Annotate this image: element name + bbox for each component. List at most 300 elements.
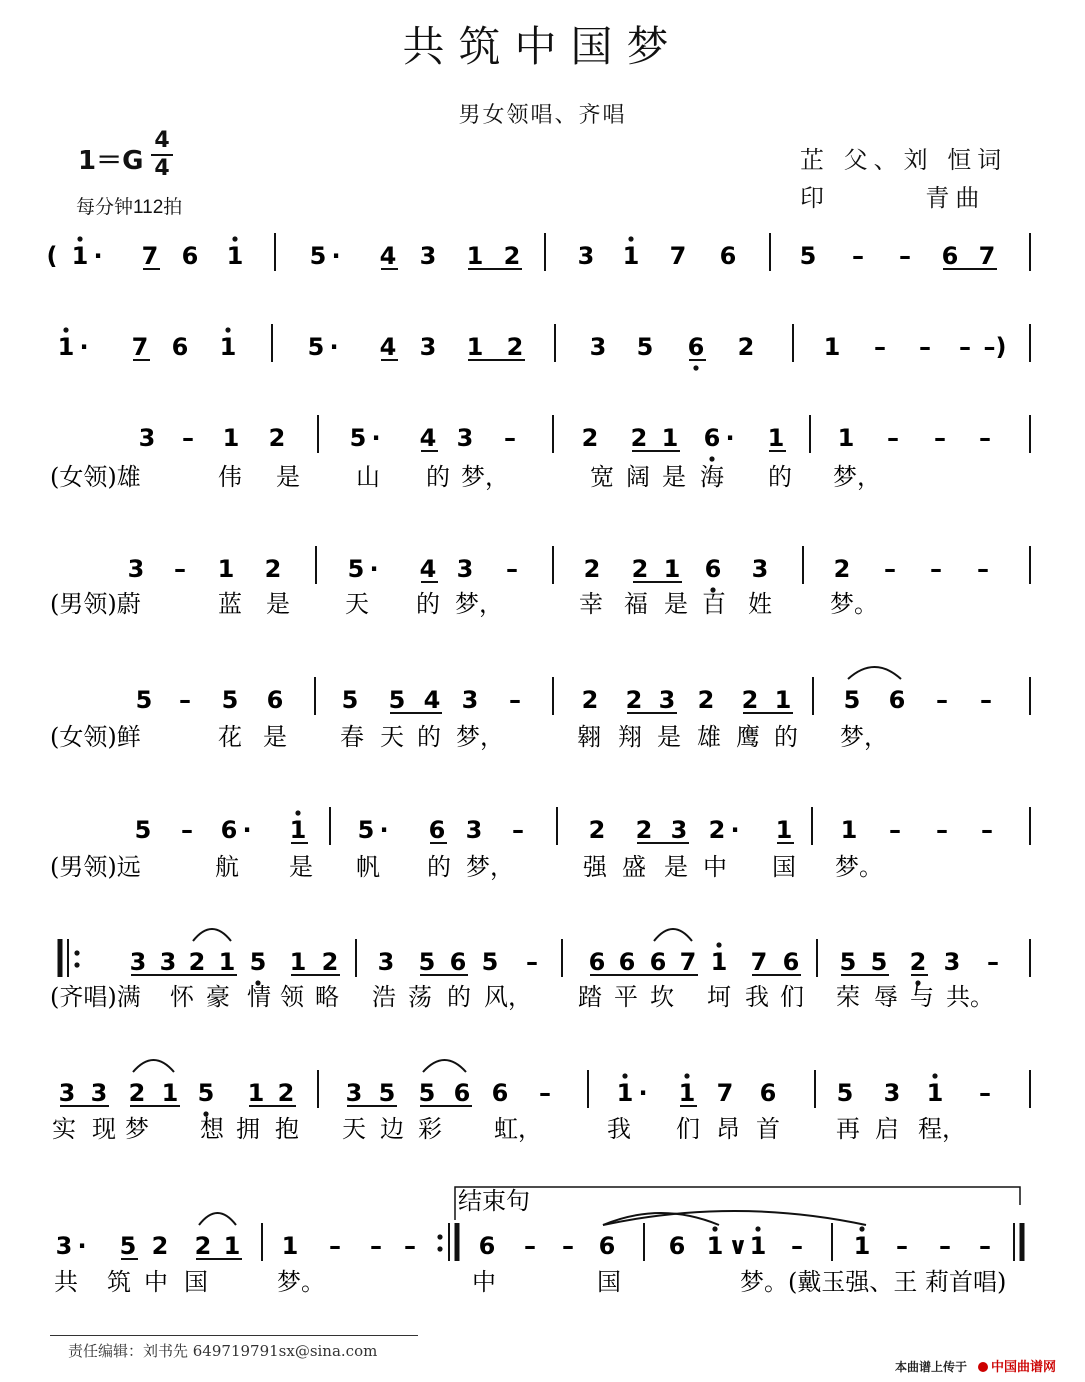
note: 2 [581, 424, 599, 452]
lyric-word: 是 [664, 853, 688, 881]
note: 5 [870, 948, 888, 976]
lyric-word: 梦， [455, 590, 503, 618]
lyric-word: 风， [484, 983, 532, 1011]
lyric-word: 虹， [494, 1115, 542, 1143]
note: · [329, 333, 339, 361]
lyric-word: 的 [426, 463, 450, 491]
note: 2 [631, 555, 649, 583]
lyric-word: 平 [614, 983, 638, 1011]
note: 1 [222, 424, 240, 452]
note: 2 [588, 816, 606, 844]
note: 6 [266, 686, 284, 714]
lyric-word: 的 [774, 723, 798, 751]
lyric-word: 梦， [456, 723, 504, 751]
note: 6 [703, 424, 721, 452]
note: – [899, 242, 911, 270]
note: – [329, 1232, 341, 1260]
note: 3 [129, 948, 147, 976]
lyric-word: 阔 [626, 463, 650, 491]
site-logo-icon [978, 1362, 988, 1372]
note: 2 [503, 242, 521, 270]
tie-arc [603, 1211, 866, 1225]
note: 6 [704, 555, 722, 583]
note: 5 [481, 948, 499, 976]
repeat-dot [74, 962, 79, 967]
note: 5 [418, 1079, 436, 1107]
note: – [181, 816, 193, 844]
note: 5 [836, 1079, 854, 1107]
lyric-word: 梦， [840, 723, 888, 751]
lyric-word: 航 [215, 853, 239, 881]
note: – [919, 333, 931, 361]
note: 6 [453, 1079, 471, 1107]
lyric-word: 幸 [579, 590, 603, 618]
note: 6 [888, 686, 906, 714]
note: 3 [419, 242, 437, 270]
note: · [730, 816, 740, 844]
note: 1 [616, 1079, 634, 1107]
note: 1 [749, 1232, 767, 1260]
note: 7 [679, 948, 697, 976]
note: 1 [926, 1079, 944, 1107]
note: – [889, 816, 901, 844]
note: 5 [378, 1079, 396, 1107]
octave-dot-high [859, 1226, 864, 1231]
note: – [539, 1079, 551, 1107]
note: 1 [678, 1079, 696, 1107]
octave-dot-high [684, 1073, 689, 1078]
lyric-word: 春 [340, 723, 364, 751]
note: 1 [706, 1232, 724, 1260]
note: 2 [151, 1232, 169, 1260]
note: 1 [837, 424, 855, 452]
note: 4 [379, 242, 397, 270]
note: 6 [941, 242, 959, 270]
lyric-word: 坷 [707, 983, 731, 1011]
note: 5 [307, 333, 325, 361]
note: 7 [141, 242, 159, 270]
note: 1 [663, 555, 681, 583]
lyric-word: 伟 [218, 463, 242, 491]
note: 1 [774, 686, 792, 714]
lyric-word: 天 [380, 723, 404, 751]
lyric-word: 筑 [107, 1268, 131, 1296]
note: 6 [588, 948, 606, 976]
note: 1 [622, 242, 640, 270]
note: 3 [377, 948, 395, 976]
tie-arc [654, 929, 692, 941]
octave-dot-high [932, 1073, 937, 1078]
note: 1 [767, 424, 785, 452]
note: 2 [581, 686, 599, 714]
lyric-word: 福 [624, 590, 648, 618]
note: 1 [217, 555, 235, 583]
lyric-word: 的 [417, 723, 441, 751]
note: 3 [159, 948, 177, 976]
octave-dot-high [622, 1073, 627, 1078]
note: – [526, 948, 538, 976]
lyric-word: (女领)雄 [50, 463, 141, 491]
note: – [936, 686, 948, 714]
note: – [887, 424, 899, 452]
lyric-word: 国 [597, 1268, 621, 1296]
lyric-word: 与 [910, 983, 934, 1011]
note: 3 [658, 686, 676, 714]
octave-dot-low [693, 365, 698, 370]
ending-label: 结束句 [458, 1187, 530, 1215]
note: 6 [171, 333, 189, 361]
note: 2 [583, 555, 601, 583]
note: 6 [649, 948, 667, 976]
lyric-word: 天 [342, 1115, 366, 1143]
note: 2 [188, 948, 206, 976]
lyric-word: 豪 [206, 983, 230, 1011]
note: 6 [220, 816, 238, 844]
note: 5 [119, 1232, 137, 1260]
repeat-dot [437, 1246, 442, 1251]
lyric-word: 国 [184, 1268, 208, 1296]
note: – [981, 816, 993, 844]
note: 5 [197, 1079, 215, 1107]
note: 6 [618, 948, 636, 976]
lyric-word: 中 [472, 1268, 496, 1296]
site-logo[interactable] [978, 1356, 1056, 1375]
note: 1 [823, 333, 841, 361]
octave-dot-high [716, 942, 721, 947]
note: – [884, 555, 896, 583]
note: · [371, 424, 381, 452]
note: 5 [221, 686, 239, 714]
note: – [959, 333, 971, 361]
tie-arc [848, 667, 901, 679]
note: 2 [909, 948, 927, 976]
lyric-word: 梦， [833, 463, 881, 491]
lyric-word: 启 [875, 1115, 899, 1143]
lyric-word: 拥 [236, 1115, 260, 1143]
note: 5 [418, 948, 436, 976]
lyric-word: 梦。(戴玉强、王 莉首唱) [740, 1268, 1007, 1296]
lyric-word: 国 [772, 853, 796, 881]
repeat-dot [74, 950, 79, 955]
note: 3 [577, 242, 595, 270]
lyric-word: 的 [416, 590, 440, 618]
lyric-word: 蓝 [218, 590, 242, 618]
note: 6 [598, 1232, 616, 1260]
note: · [79, 333, 89, 361]
note: 6 [491, 1079, 509, 1107]
lyric-word: 是 [263, 723, 287, 751]
note: 7 [750, 948, 768, 976]
lyric-word: 现 [92, 1115, 116, 1143]
lyric-word: (男领)远 [50, 853, 141, 881]
note: 1 [661, 424, 679, 452]
note: 7 [669, 242, 687, 270]
note: 6 [428, 816, 446, 844]
lyric-word: 是 [266, 590, 290, 618]
note: · [369, 555, 379, 583]
lyric-word: 梦， [461, 463, 509, 491]
note: 6 [668, 1232, 686, 1260]
ending-bracket [455, 1187, 1020, 1220]
octave-dot-high [712, 1226, 717, 1231]
note: 5 [839, 948, 857, 976]
lyric-word: 实 [52, 1115, 76, 1143]
note: 3 [55, 1232, 73, 1260]
note: 2 [708, 816, 726, 844]
repeat-dot [437, 1234, 442, 1239]
note: 6 [181, 242, 199, 270]
lyric-word: 花 [218, 723, 242, 751]
lyric-word: 浩 [372, 983, 396, 1011]
editor-credit: 责任编辑：刘书先 649719791sx@sina.com [68, 1342, 378, 1360]
note: 3 [127, 555, 145, 583]
note: · [331, 242, 341, 270]
composer-credit: 印 青曲 [800, 184, 986, 212]
note: 4 [379, 333, 397, 361]
note: 3 [883, 1079, 901, 1107]
note: – [182, 424, 194, 452]
note: 1 [219, 333, 237, 361]
note: 2 [321, 948, 339, 976]
note: 5 [388, 686, 406, 714]
lyricist-credit: 芷 父、刘 恒词 [800, 146, 1008, 174]
note: 5 [309, 242, 327, 270]
note: 1 [247, 1079, 265, 1107]
note: 1 [840, 816, 858, 844]
octave-dot-high [225, 327, 230, 332]
note: 5 [135, 686, 153, 714]
lyric-word: 梦 [125, 1115, 149, 1143]
note: 1 [710, 948, 728, 976]
lyric-word: 中 [703, 853, 727, 881]
note: 2 [264, 555, 282, 583]
note: 5 [341, 686, 359, 714]
note: – [791, 1232, 803, 1260]
lyric-word: 山 [356, 463, 380, 491]
note: – [504, 424, 516, 452]
note: 1 [853, 1232, 871, 1260]
note: 4 [419, 424, 437, 452]
note: –) [983, 333, 1007, 361]
note: 6 [782, 948, 800, 976]
note: 2 [741, 686, 759, 714]
note: 3 [751, 555, 769, 583]
lyric-word: 共。 [946, 983, 994, 1011]
note: – [512, 816, 524, 844]
note: 2 [833, 555, 851, 583]
note: 2 [277, 1079, 295, 1107]
note: 6 [449, 948, 467, 976]
time-signature-top: 4 [154, 128, 170, 153]
lyric-word: 翔 [618, 723, 642, 751]
lyric-word: 梦。 [835, 853, 883, 881]
lyric-word: 雄 [697, 723, 721, 751]
note: – [896, 1232, 908, 1260]
lyric-word: 抱 [275, 1115, 299, 1143]
lyric-word: (男领)蔚 [50, 590, 141, 618]
lyric-word: 梦。 [830, 590, 878, 618]
note: 4 [423, 686, 441, 714]
note: 3 [90, 1079, 108, 1107]
note: 5 [357, 816, 375, 844]
note: 7 [978, 242, 996, 270]
lyric-word: 我 [607, 1115, 631, 1143]
octave-dot-high [628, 236, 633, 241]
lyric-word: 彩 [418, 1115, 442, 1143]
note: 2 [635, 816, 653, 844]
note: 5 [347, 555, 365, 583]
tie-arc [193, 929, 231, 941]
lyric-word: 共 [54, 1268, 78, 1296]
note: 6 [687, 333, 705, 361]
note: 2 [506, 333, 524, 361]
lyric-word: 我 [745, 983, 769, 1011]
note: · [379, 816, 389, 844]
lyric-word: (女领)鲜 [50, 723, 141, 751]
lyric-word: 荣 [836, 983, 860, 1011]
time-signature-bottom: 4 [154, 156, 170, 181]
lyric-word: 宽 [590, 463, 614, 491]
tie-arc [133, 1060, 174, 1072]
upload-note: 本曲谱上传于 [895, 1360, 968, 1374]
song-subtitle: 男女领唱、齐唱 [458, 103, 627, 128]
lyric-word: 怀 [170, 983, 194, 1011]
note: · [93, 242, 103, 270]
note: 5 [636, 333, 654, 361]
lyric-word: 百 [702, 590, 726, 618]
note: – [874, 333, 886, 361]
note: 6 [719, 242, 737, 270]
lyric-word: 领 [280, 983, 304, 1011]
note: 1 [281, 1232, 299, 1260]
note: – [562, 1232, 574, 1260]
lyric-word: 想 [200, 1115, 224, 1143]
note: – [977, 555, 989, 583]
lyric-word: 梦， [466, 853, 514, 881]
lyric-word: 荡 [408, 983, 432, 1011]
site-name: 中国曲谱网 [991, 1359, 1057, 1374]
note: 2 [630, 424, 648, 452]
note: 5 [799, 242, 817, 270]
lyric-word: 强 [583, 853, 607, 881]
note: 1 [57, 333, 75, 361]
octave-dot-high [295, 810, 300, 815]
note: 1 [466, 242, 484, 270]
note: 2 [128, 1079, 146, 1107]
lyric-word: 们 [676, 1115, 700, 1143]
note: – [174, 555, 186, 583]
note: – [936, 816, 948, 844]
lyric-word: 昂 [716, 1115, 740, 1143]
lyric-word: 是 [276, 463, 300, 491]
lyric-word: 是 [289, 853, 313, 881]
note: 5 [249, 948, 267, 976]
note: 3 [345, 1079, 363, 1107]
note: – [179, 686, 191, 714]
note: ∨ [728, 1232, 748, 1260]
note: – [370, 1232, 382, 1260]
note: – [404, 1232, 416, 1260]
note: 3 [943, 948, 961, 976]
note: · [77, 1232, 87, 1260]
lyric-word: 梦。 [277, 1268, 325, 1296]
note: ( [46, 242, 58, 270]
note: 1 [71, 242, 89, 270]
note: 2 [697, 686, 715, 714]
note: 1 [289, 948, 307, 976]
footer-rule [50, 1335, 418, 1336]
note: 3 [465, 816, 483, 844]
lyric-word: 姓 [748, 590, 772, 618]
note: – [934, 424, 946, 452]
lyric-word: 踏 [578, 983, 602, 1011]
tie-arc [199, 1213, 236, 1225]
note: 2 [737, 333, 755, 361]
lyric-word: 辱 [874, 983, 898, 1011]
note: 1 [161, 1079, 179, 1107]
lyric-word: 海 [700, 463, 724, 491]
note: 3 [419, 333, 437, 361]
octave-dot-high [232, 236, 237, 241]
note: 7 [131, 333, 149, 361]
lyric-word: 的 [768, 463, 792, 491]
octave-dot-low [709, 456, 714, 461]
note: – [939, 1232, 951, 1260]
note: – [979, 1079, 991, 1107]
note: 6 [478, 1232, 496, 1260]
lyric-word: 帆 [356, 853, 380, 881]
note: 3 [138, 424, 156, 452]
note: 3 [456, 424, 474, 452]
note: – [506, 555, 518, 583]
note: – [524, 1232, 536, 1260]
note: · [638, 1079, 648, 1107]
note: 1 [289, 816, 307, 844]
note: – [979, 1232, 991, 1260]
key-signature: 1＝G [78, 146, 144, 176]
note: 5 [349, 424, 367, 452]
lyric-word: 盛 [622, 853, 646, 881]
song-title: 共筑中国梦 [402, 22, 683, 71]
lyric-word: (齐唱)满 [50, 983, 141, 1011]
note: 1 [218, 948, 236, 976]
lyric-word: 们 [780, 983, 804, 1011]
lyric-word: 是 [657, 723, 681, 751]
note: 4 [419, 555, 437, 583]
note: – [509, 686, 521, 714]
note: 3 [461, 686, 479, 714]
lyric-word: 略 [315, 983, 339, 1011]
note: 3 [456, 555, 474, 583]
note: · [242, 816, 252, 844]
note: 3 [58, 1079, 76, 1107]
note: 1 [775, 816, 793, 844]
note: – [987, 948, 999, 976]
note: – [980, 686, 992, 714]
note: 3 [589, 333, 607, 361]
octave-dot-high [77, 236, 82, 241]
note: – [930, 555, 942, 583]
lyric-word: 是 [662, 463, 686, 491]
note: 5 [134, 816, 152, 844]
note: – [979, 424, 991, 452]
lyric-word: 边 [380, 1115, 404, 1143]
note: · [725, 424, 735, 452]
lyric-word: 再 [836, 1115, 860, 1143]
note: – [852, 242, 864, 270]
octave-dot-high [63, 327, 68, 332]
lyric-word: 是 [664, 590, 688, 618]
